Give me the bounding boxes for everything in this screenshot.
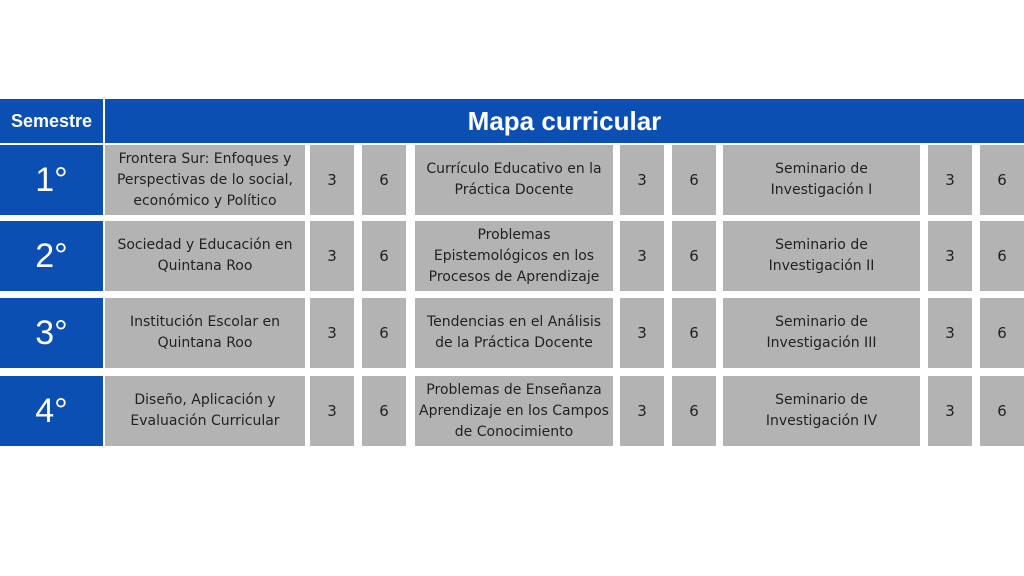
semester-number: 3° [0, 298, 103, 368]
course-name: Currículo Educativo en la Práctica Docente [415, 145, 613, 215]
course-value-a: 3 [310, 298, 354, 368]
course-value-b: 6 [362, 376, 406, 446]
semester-number: 1° [0, 145, 103, 215]
course-value-b: 6 [362, 298, 406, 368]
course-value-a: 3 [310, 376, 354, 446]
course-name: Seminario de Investigación I [723, 145, 920, 215]
course-value-b: 6 [980, 145, 1024, 215]
course-name: Seminario de Investigación III [723, 298, 920, 368]
course-value-b: 6 [672, 298, 716, 368]
page-title: Mapa curricular [105, 99, 1024, 143]
course-value-a: 3 [928, 221, 972, 291]
course-name: Problemas de Enseñanza Aprendizaje en los Campos de Conocimiento [415, 376, 613, 446]
course-value-b: 6 [980, 221, 1024, 291]
course-value-b: 6 [980, 376, 1024, 446]
course-name: Seminario de Investigación IV [723, 376, 920, 446]
course-value-b: 6 [980, 298, 1024, 368]
course-value-b: 6 [672, 145, 716, 215]
course-name: Seminario de Investigación II [723, 221, 920, 291]
course-value-a: 3 [620, 376, 664, 446]
course-value-a: 3 [928, 145, 972, 215]
course-value-a: 3 [620, 145, 664, 215]
course-value-a: 3 [620, 221, 664, 291]
course-value-a: 3 [928, 376, 972, 446]
course-value-a: 3 [310, 145, 354, 215]
course-value-a: 3 [310, 221, 354, 291]
course-value-a: 3 [620, 298, 664, 368]
course-value-b: 6 [672, 376, 716, 446]
semester-header: Semestre [0, 99, 103, 143]
course-value-a: 3 [928, 298, 972, 368]
semester-number: 2° [0, 221, 103, 291]
semester-number: 4° [0, 376, 103, 446]
course-value-b: 6 [672, 221, 716, 291]
course-name: Tendencias en el Análisis de la Práctica Docente [415, 298, 613, 368]
course-name: Problemas Epistemológicos en los Procesos de Aprendizaje [415, 221, 613, 291]
course-name: Frontera Sur: Enfoques y Perspectivas de lo social, económico y Político [105, 145, 305, 215]
course-value-b: 6 [362, 145, 406, 215]
course-name: Diseño, Aplicación y Evaluación Curricular [105, 376, 305, 446]
course-value-b: 6 [362, 221, 406, 291]
course-name: Sociedad y Educación en Quintana Roo [105, 221, 305, 291]
course-name: Institución Escolar en Quintana Roo [105, 298, 305, 368]
